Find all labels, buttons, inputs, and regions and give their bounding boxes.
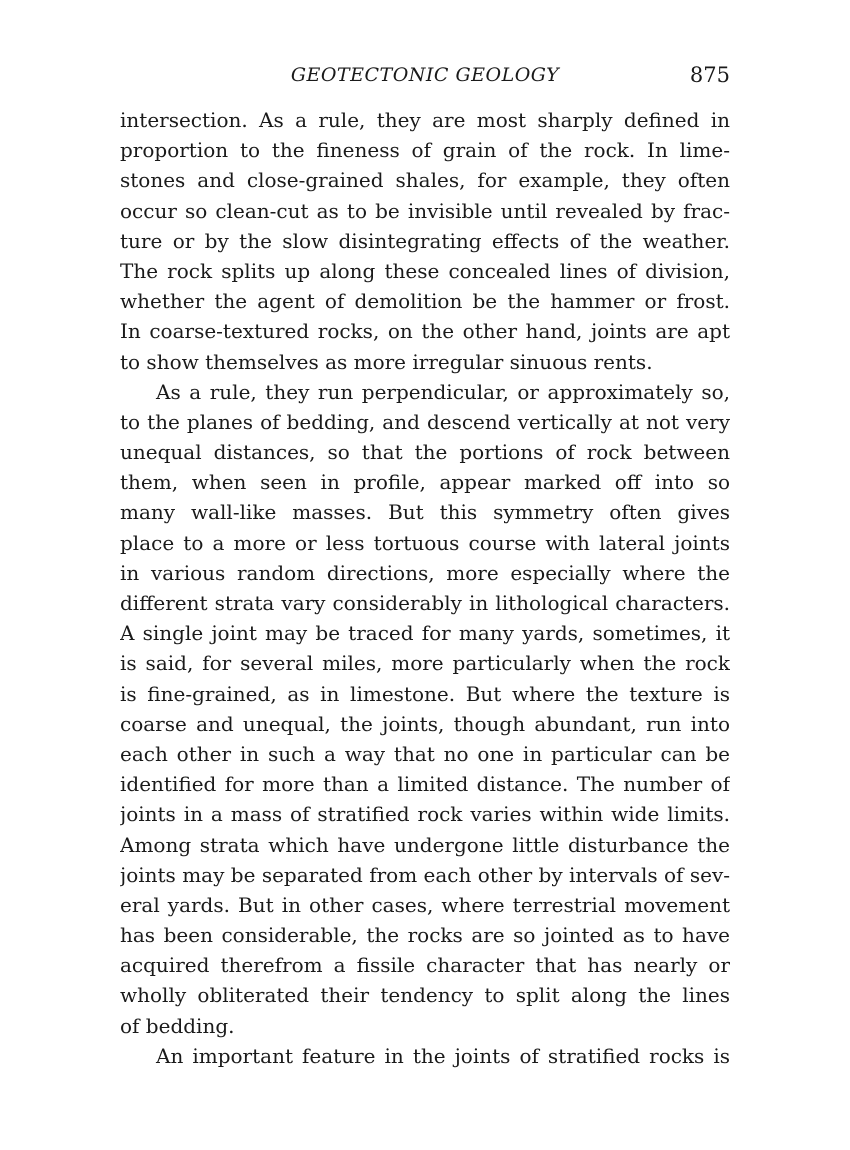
text-line: them, when seen in profile, appear marked off into so [120,470,730,495]
text-line: acquired therefrom a fissile character that has nearly or [120,953,730,978]
text-line: coarse and unequal, the joints, though abundant, run into [120,711,730,736]
text-line: wholly obliterated their tendency to split along the lines [120,983,730,1008]
text-line: to the planes of bedding, and descend vertically at not very [120,409,730,434]
text-line: to show themselves as more irregular sinuous rents. [120,349,653,374]
text-line: The rock splits up along these concealed lines of division, [120,258,730,283]
text-line: joints in a mass of stratified rock varies within wide limits. [120,802,730,827]
text-line: is fine-grained, as in limestone. But where the texture is [120,681,730,706]
text-line: identified for more than a limited distance. The number of [120,772,730,797]
text-line: As a rule, they run perpendicular, or approximately so, [156,379,730,404]
text-line: many wall-like masses. But this symmetry often gives [120,500,730,525]
text-line: is said, for several miles, more particularly when the rock [120,651,730,676]
text-line: proportion to the fineness of grain of the rock. In lime- [120,138,730,163]
text-line: of bedding. [120,1013,235,1038]
text-line: In coarse-textured rocks, on the other hand, joints are apt [120,319,730,344]
text-line: A single joint may be traced for many yards, sometimes, it [120,621,730,646]
text-line: stones and close-grained shales, for example, they often [120,168,730,193]
running-title: GEOTECTONIC GEOLOGY [290,64,560,86]
text-line: place to a more or less tortuous course with lateral joints [120,530,730,555]
text-line: An important feature in the joints of stratified rocks is [156,1043,730,1068]
text-line: ture or by the slow disintegrating effects of the weather. [120,228,730,253]
body-text [120,105,730,1071]
text-line: Among strata which have undergone little disturbance the [120,832,730,857]
text-line: in various random directions, more especially where the [120,560,730,585]
text-line: whether the agent of demolition be the hammer or frost. [120,289,730,314]
text-line: occur so clean-cut as to be invisible until revealed by frac- [120,198,730,223]
text-line: each other in such a way that no one in particular can be [120,741,730,766]
text-line: intersection. As a rule, they are most sharply defined in [120,108,730,132]
running-head [120,60,730,90]
text-line: has been considerable, the rocks are so jointed as to have [120,923,730,948]
text-line: different strata vary considerably in lithological characters. [120,591,730,615]
text-line: unequal distances, so that the portions of rock between [120,440,730,465]
text-line: eral yards. But in other cases, where terrestrial movement [120,892,730,917]
page-number: 875 [689,63,730,87]
text-line: joints may be separated from each other by intervals of sev- [120,862,730,887]
